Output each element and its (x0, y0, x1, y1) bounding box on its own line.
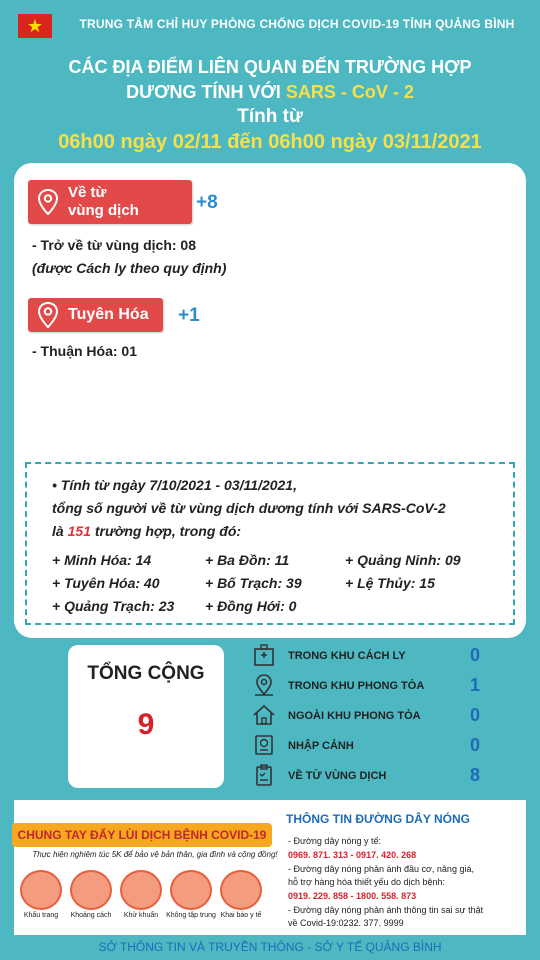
summary-line-3: là 151 trường hợp, trong đó: (52, 523, 242, 539)
total-label: TỔNG CỘNG (87, 663, 205, 684)
hotline-line: - Đường dây nóng phản ánh thông tin sai sự thật (288, 905, 484, 915)
total-value: 9 (137, 708, 155, 741)
hotline-line: về Covid-19:0232. 377. 9999 (288, 918, 404, 928)
campaign-item-label: Không tập trung (166, 912, 216, 919)
clipboard-icon (252, 763, 276, 787)
district-item: + Quảng Trạch: 23 (52, 598, 175, 614)
stat-quarantine: TRONG KHU CÁCH LY 0 (246, 643, 496, 671)
stat-from-outbreak: VỀ TỪ VÙNG DỊCH 8 (246, 763, 496, 791)
campaign-item-label: Khử khuẩn (123, 912, 159, 919)
campaign-item-label: Khẩu trang (23, 912, 59, 919)
district-item: + Bố Trạch: 39 (205, 575, 302, 591)
vietnam-flag-icon: ★ (18, 14, 52, 38)
footer-credit: SỞ THÔNG TIN VÀ TRUYỀN THÔNG - SỞ Y TẾ QUẢNG BÌNH (98, 940, 442, 954)
summary-box (25, 462, 515, 625)
hotline-line: - Đường dây nóng phản ánh đầu cơ, nâng giá, (288, 864, 474, 874)
campaign-subtitle: Thực hiện nghiêm túc 5K để bảo vệ bản thân, gia đình và cộng đồng! (32, 850, 278, 859)
location-pin-icon (252, 673, 276, 697)
stat-entry: NHẬP CẢNH 0 (246, 733, 496, 761)
hospital-icon (252, 643, 276, 667)
page-title (0, 55, 540, 105)
location-tag-travel (28, 180, 192, 224)
hotline-line: hỗ trợ hàng hóa thiết yếu do dịch bệnh: (288, 877, 446, 887)
count-travel: +8 (196, 192, 218, 213)
sanitize-icon (120, 870, 162, 910)
summary-line-2: tổng số người về từ vùng dịch dương tính với SARS-CoV-2 (52, 500, 446, 516)
tag-label-line1: Về từ (68, 184, 107, 201)
date-range: 06h00 ngày 02/11 đến 06h00 ngày 03/11/2021 (58, 131, 482, 153)
total-travel-count: 151 (67, 523, 91, 539)
hotline-number: 0969. 871. 313 - 0917. 420. 268 (288, 850, 417, 860)
travel-detail: - Trở về từ vùng dịch: 08 (32, 237, 197, 253)
hotline-number: 0919. 229. 858 - 1800. 558. 873 (288, 891, 417, 901)
no-gathering-icon (170, 870, 212, 910)
campaign-banner: CHUNG TAY ĐẨY LÙI DỊCH BỆNH COVID-19 (12, 823, 272, 847)
since-label: Tính từ (237, 106, 303, 127)
district-item: + Đồng Hới: 0 (205, 598, 297, 614)
title-line-2: DƯƠNG TÍNH VỚI SARS - CoV - 2 (126, 82, 414, 102)
stat-lockdown-inside: TRONG KHU PHONG TỎA 1 (246, 673, 496, 701)
count-tuyen-hoa: +1 (178, 305, 200, 326)
campaign-item-label: Khoảng cách (70, 912, 112, 919)
health-declaration-icon (220, 870, 262, 910)
campaign-item-label: Khai báo y tế (220, 912, 262, 919)
hotline-title: THÔNG TIN ĐƯỜNG DÂY NÓNG (286, 812, 470, 826)
summary-line-1: • Tính từ ngày 7/10/2021 - 03/11/2021, (52, 477, 297, 493)
location-pin-icon (38, 189, 58, 215)
house-icon (252, 703, 276, 727)
title-line-1: CÁC ĐỊA ĐIỂM LIÊN QUAN ĐẾN TRƯỜNG HỢP (68, 57, 472, 77)
district-item: + Quảng Ninh: 09 (345, 552, 461, 568)
sars-label: SARS - CoV - 2 (285, 82, 414, 102)
location-pin-icon (38, 302, 58, 328)
total-box (68, 645, 224, 788)
hotline-line: - Đường dây nóng y tế: (288, 836, 381, 846)
district-item: + Tuyên Hóa: 40 (52, 575, 160, 591)
location-tag-tuyen-hoa (28, 298, 163, 332)
district-item: + Lệ Thủy: 15 (345, 575, 435, 591)
travel-note: (được Cách ly theo quy định) (32, 260, 227, 276)
stat-lockdown-outside: NGOÀI KHU PHONG TỎA 0 (246, 703, 496, 731)
passport-icon (252, 733, 276, 757)
mask-icon (20, 870, 62, 910)
district-item: + Minh Hóa: 14 (52, 552, 152, 568)
organization-name: TRUNG TÂM CHỈ HUY PHÒNG CHỐNG DỊCH COVID-19 TỈNH QUẢNG BÌNH (79, 17, 515, 31)
tag-label: Tuyên Hóa (68, 306, 149, 323)
tag-label-line2: vùng dịch (68, 202, 139, 219)
distance-icon (70, 870, 112, 910)
tuyen-hoa-detail: - Thuận Hóa: 01 (32, 343, 138, 359)
district-item: + Ba Đồn: 11 (205, 552, 290, 568)
